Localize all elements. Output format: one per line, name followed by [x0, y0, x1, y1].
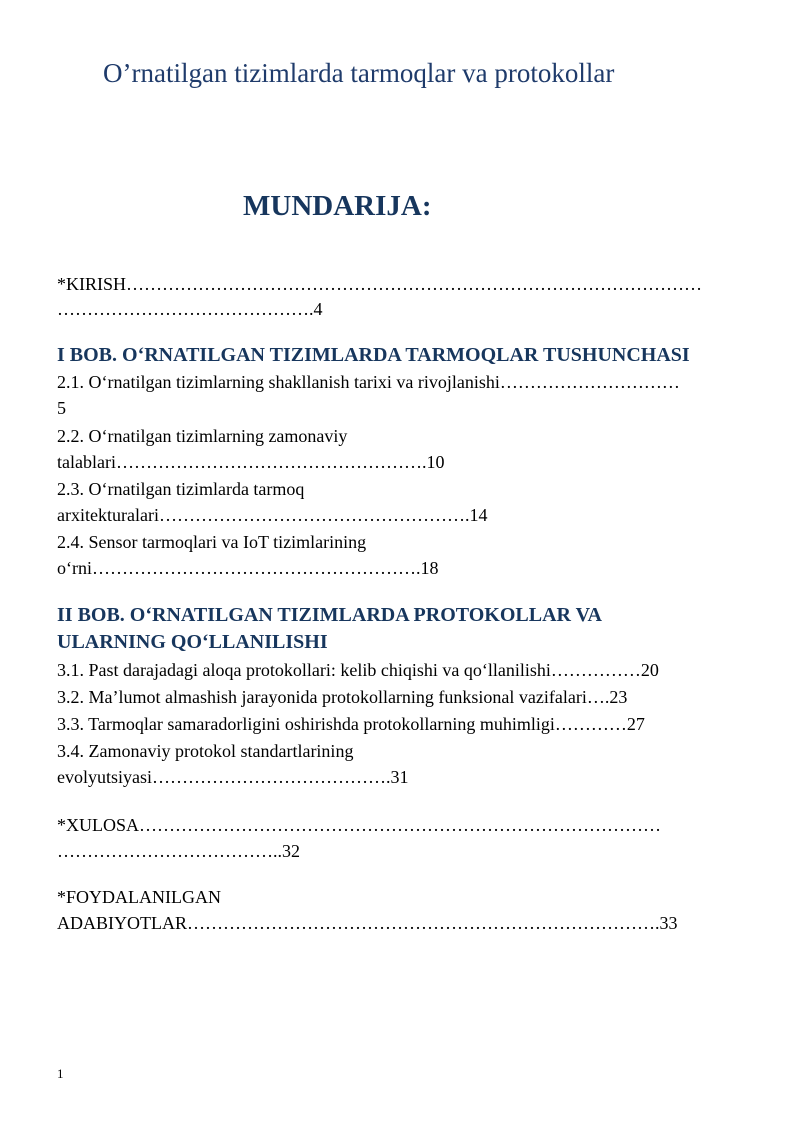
toc-item-2-4-line1: 2.4. Sensor tarmoqlari va IoT tizimlarining	[57, 532, 367, 552]
toc-conclusion-line2: ………………………………..32	[57, 841, 300, 861]
toc-references-line1: *FOYDALANILGAN	[57, 887, 221, 907]
toc-item-2-3-line1: 2.3. O‘rnatilgan tizimlarda tarmoq	[57, 479, 305, 499]
chapter1-heading: I BOB. O‘RNATILGAN TIZIMLARDA TARMOQLAR TUSHUNCHASI	[57, 344, 690, 366]
page-number: 1	[57, 1066, 64, 1081]
toc-intro-line2: …………………………………….4	[57, 299, 323, 319]
chapter2-heading-line2: ULARNING QO‘LLANILISHI	[57, 631, 328, 653]
toc-item-3-1: 3.1. Past darajadagi aloqa protokollari: kelib chiqishi va qo‘llanilishi……………20	[57, 660, 659, 680]
toc-intro-line1: *KIRISH……………………………………………………………………………………	[57, 274, 703, 294]
document-title: O’rnatilgan tizimlarda tarmoqlar va protokollar	[103, 58, 615, 88]
toc-item-2-1-line1: 2.1. O‘rnatilgan tizimlarning shakllanish tarixi va rivojlanishi…………………………	[57, 372, 680, 392]
toc-item-2-2-line2: talablari…………………………………………….10	[57, 452, 445, 472]
toc-references-line2: ADABIYOTLAR…………………………………………………………………….33	[57, 913, 678, 933]
toc-item-2-1-line2: 5	[57, 398, 66, 418]
chapter2-heading-line1: II BOB. O‘RNATILGAN TIZIMLARDA PROTOKOLLAR VA	[57, 604, 602, 626]
toc-item-3-3: 3.3. Tarmoqlar samaradorligini oshirishda protokollarning muhimligi…………27	[57, 714, 645, 734]
toc-item-2-3-line2: arxitekturalari…………………………………………….14	[57, 505, 488, 525]
toc-item-2-2-line1: 2.2. O‘rnatilgan tizimlarning zamonaviy	[57, 426, 348, 446]
toc-item-2-4-line2: o‘rni……………………………………………….18	[57, 558, 439, 578]
toc-conclusion-line1: *XULOSA……………………………………………………………………………	[57, 815, 662, 835]
toc-item-3-2: 3.2. Ma’lumot almashish jarayonida protokollarning funksional vazifalari….23	[57, 687, 628, 707]
toc-heading: MUNDARIJA:	[243, 190, 432, 222]
toc-item-3-4-line2: evolyutsiyasi………………………………….31	[57, 767, 409, 787]
toc-item-3-4-line1: 3.4. Zamonaviy protokol standartlarining	[57, 741, 354, 761]
